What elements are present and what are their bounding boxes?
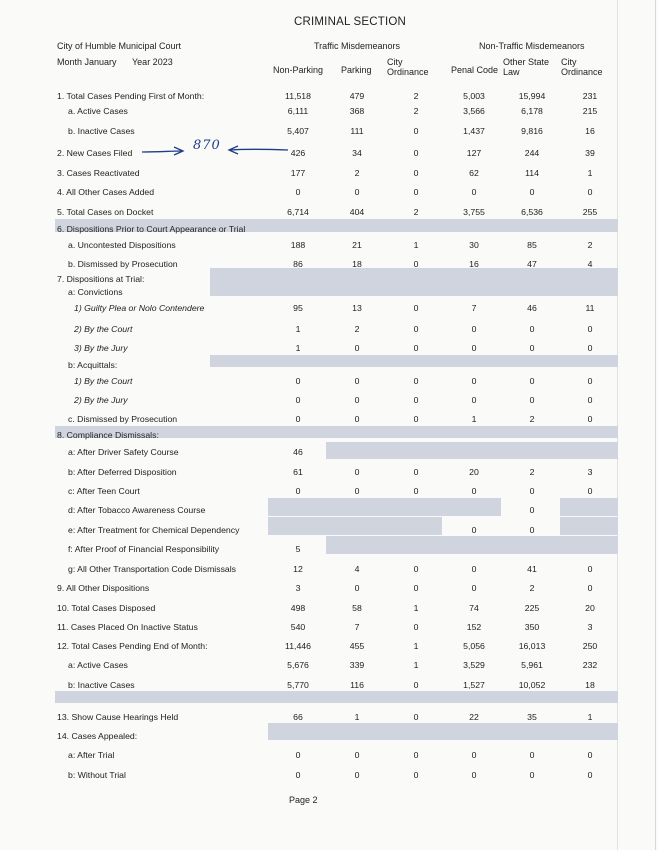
cell-value: 0 — [354, 376, 360, 386]
cell-value: 18 — [352, 259, 362, 269]
cell-value: 46 — [527, 303, 537, 313]
cell-value: 6,111 — [287, 106, 309, 116]
cell-value: 2 — [529, 583, 535, 593]
cell-value: 1 — [413, 660, 419, 670]
cell-value: 11,446 — [285, 641, 311, 651]
cell-value: 0 — [295, 414, 301, 424]
shaded-band — [326, 442, 618, 459]
row-label: d: After Tobacco Awareness Course — [68, 505, 206, 515]
cell-value: 0 — [413, 303, 419, 313]
cell-value: 116 — [350, 680, 364, 690]
row-label: 1) Guilty Plea or Nolo Contendere — [74, 303, 205, 313]
shaded-band — [55, 691, 618, 703]
cell-value: 74 — [469, 603, 479, 613]
cell-value: 455 — [349, 641, 365, 651]
cell-value: 111 — [350, 126, 364, 136]
cell-value: 30 — [469, 240, 479, 250]
cell-value: 20 — [469, 467, 479, 477]
cell-value: 0 — [587, 414, 593, 424]
row-label: 1) By the Court — [74, 376, 133, 386]
cell-value: 1,527 — [463, 680, 485, 690]
cell-value: 215 — [582, 106, 598, 116]
row-label: 14. Cases Appealed: — [57, 731, 138, 741]
cell-value: 22 — [469, 712, 479, 722]
cell-value: 85 — [527, 240, 537, 250]
cell-value: 404 — [349, 207, 365, 217]
cell-value: 2 — [354, 324, 360, 334]
row-label: 7. Dispositions at Trial: — [57, 274, 145, 284]
cell-value: 0 — [587, 324, 593, 334]
cell-value: 0 — [471, 187, 477, 197]
cell-value: 2 — [529, 414, 535, 424]
cell-value: 339 — [349, 660, 365, 670]
cell-value: 0 — [354, 583, 360, 593]
col-header-city-ordinance-2a: City — [561, 57, 577, 67]
cell-value: 0 — [354, 414, 360, 424]
row-label: 2. New Cases Filed — [57, 148, 133, 158]
cell-value: 7 — [354, 622, 360, 632]
cell-value: 0 — [413, 126, 419, 136]
col-header-penal-code: Penal Code — [451, 65, 499, 75]
cell-value: 498 — [290, 603, 306, 613]
row-label: b: Without Trial — [68, 770, 126, 780]
col-header-parking: Parking — [341, 65, 372, 75]
cell-value: 12 — [293, 564, 303, 574]
cell-value: 7 — [471, 303, 477, 313]
row-label: 2) By the Court — [74, 324, 133, 334]
cell-value: 0 — [587, 750, 593, 760]
cell-value: 86 — [293, 259, 303, 269]
shaded-band — [210, 268, 618, 296]
cell-value: 5,407 — [287, 126, 309, 136]
cell-value: 15,994 — [518, 91, 546, 101]
cell-value: 5,676 — [287, 660, 309, 670]
cell-value: 152 — [466, 622, 482, 632]
cell-value: 10,052 — [518, 680, 546, 690]
traffic-group-header: Traffic Misdemeanors — [314, 41, 401, 51]
cell-value: 0 — [471, 750, 477, 760]
shaded-band — [560, 517, 618, 535]
cell-value: 0 — [295, 187, 301, 197]
cell-value: 0 — [471, 583, 477, 593]
cell-value: 0 — [354, 486, 360, 496]
row-label: 8. Compliance Dismissals: — [57, 430, 159, 440]
cell-value: 66 — [293, 712, 303, 722]
cell-value: 16 — [469, 259, 479, 269]
cell-value: 232 — [582, 660, 598, 670]
court-name: City of Humble Municipal Court — [57, 41, 182, 51]
cell-value: 0 — [471, 770, 477, 780]
cell-value: 0 — [413, 583, 419, 593]
cell-value: 95 — [293, 303, 303, 313]
cell-value: 46 — [293, 447, 303, 457]
cell-value: 5,056 — [463, 641, 485, 651]
col-header-other-state-law-b: Law — [503, 67, 520, 77]
cell-value: 0 — [529, 486, 535, 496]
cell-value: 6,714 — [287, 207, 309, 217]
cell-value: 2 — [413, 106, 419, 116]
cell-value: 35 — [527, 712, 537, 722]
cell-value: 0 — [587, 343, 593, 353]
non-traffic-group-header: Non-Traffic Misdemeanors — [479, 41, 585, 51]
cell-value: 13 — [352, 303, 362, 313]
cell-value: 1 — [413, 603, 419, 613]
cell-value: 1,437 — [463, 126, 485, 136]
cell-value: 0 — [587, 564, 593, 574]
cell-value: 62 — [469, 168, 479, 178]
cell-value: 0 — [587, 395, 593, 405]
row-label: c: After Teen Court — [68, 486, 140, 496]
scan-edge-line — [655, 0, 656, 850]
row-label: 11. Cases Placed On Inactive Status — [57, 622, 198, 632]
cell-value: 0 — [471, 395, 477, 405]
cell-value: 231 — [582, 91, 598, 101]
shaded-band — [268, 517, 442, 535]
cell-value: 0 — [587, 770, 593, 780]
cell-value: 3,529 — [463, 660, 485, 670]
cell-value: 0 — [295, 770, 301, 780]
cell-value: 9,816 — [521, 126, 543, 136]
month-label: Month January — [57, 57, 117, 67]
cell-value: 3 — [587, 467, 593, 477]
cell-value: 0 — [587, 486, 593, 496]
row-label: a. Uncontested Dispositions — [68, 240, 176, 250]
cell-value: 0 — [413, 343, 419, 353]
cell-value: 3,755 — [463, 207, 485, 217]
cell-value: 0 — [413, 712, 419, 722]
cell-value: 3 — [587, 622, 593, 632]
cell-value: 0 — [413, 376, 419, 386]
cell-value: 1 — [354, 712, 360, 722]
cell-value: 1 — [413, 641, 419, 651]
cell-value: 2 — [413, 207, 419, 217]
cell-value: 0 — [587, 376, 593, 386]
row-label: a: Active Cases — [68, 660, 128, 670]
cell-value: 0 — [529, 395, 535, 405]
row-label: e: After Treatment for Chemical Dependency — [68, 525, 240, 535]
cell-value: 4 — [587, 259, 593, 269]
cell-value: 0 — [471, 376, 477, 386]
cell-value: 0 — [354, 187, 360, 197]
cell-value: 0 — [529, 770, 535, 780]
cell-value: 0 — [295, 395, 301, 405]
cell-value: 18 — [585, 680, 595, 690]
cell-value: 0 — [413, 467, 419, 477]
cell-value: 0 — [295, 750, 301, 760]
cell-value: 1 — [587, 712, 593, 722]
row-label: f: After Proof of Financial Responsibility — [68, 544, 220, 554]
row-label: a. Active Cases — [68, 106, 128, 116]
cell-value: 0 — [529, 343, 535, 353]
cell-value: 0 — [471, 486, 477, 496]
cell-value: 39 — [585, 148, 595, 158]
cell-value: 5 — [295, 544, 301, 554]
cell-value: 0 — [354, 467, 360, 477]
shaded-band — [210, 355, 618, 367]
page-title: CRIMINAL SECTION — [294, 16, 407, 28]
cell-value: 21 — [352, 240, 362, 250]
cell-value: 16 — [585, 126, 595, 136]
row-label: 1. Total Cases Pending First of Month: — [57, 91, 205, 101]
cell-value: 0 — [413, 622, 419, 632]
cell-value: 0 — [413, 395, 419, 405]
cell-value: 0 — [587, 187, 593, 197]
cell-value: 127 — [466, 148, 482, 158]
cell-value: 0 — [413, 680, 419, 690]
col-header-city-ordinance-1b: Ordinance — [387, 67, 429, 77]
cell-value: 1 — [413, 240, 419, 250]
cell-value: 479 — [349, 91, 365, 101]
cell-value: 0 — [529, 525, 535, 535]
col-header-city-ordinance-2b: Ordinance — [561, 67, 603, 77]
cell-value: 61 — [293, 467, 303, 477]
cell-value: 2 — [354, 168, 360, 178]
cell-value: 244 — [524, 148, 540, 158]
page-number: Page 2 — [289, 795, 318, 805]
cell-value: 0 — [354, 395, 360, 405]
cell-value: 3,566 — [463, 106, 485, 116]
cell-value: 0 — [413, 187, 419, 197]
cell-value: 20 — [585, 603, 595, 613]
cell-value: 5,003 — [463, 91, 485, 101]
handwritten-note: 870 — [193, 138, 221, 153]
cell-value: 0 — [529, 187, 535, 197]
cell-value: 2 — [529, 467, 535, 477]
cell-value: 0 — [413, 168, 419, 178]
row-label: 5. Total Cases on Docket — [57, 207, 154, 217]
cell-value: 16,013 — [518, 641, 546, 651]
shaded-band — [268, 723, 618, 740]
row-label: b: After Deferred Disposition — [68, 467, 177, 477]
cell-value: 0 — [529, 324, 535, 334]
cell-value: 1 — [295, 343, 301, 353]
year-label: Year 2023 — [132, 57, 173, 67]
cell-value: 426 — [290, 148, 306, 158]
cell-value: 368 — [349, 106, 365, 116]
cell-value: 58 — [352, 603, 362, 613]
cell-value: 2 — [587, 240, 593, 250]
cell-value: 0 — [471, 324, 477, 334]
cell-value: 11,518 — [285, 91, 311, 101]
cell-value: 0 — [529, 750, 535, 760]
shaded-band — [560, 498, 618, 516]
cell-value: 34 — [352, 148, 362, 158]
cell-value: 0 — [295, 376, 301, 386]
row-label: 2) By the Jury — [74, 395, 128, 405]
col-header-non-parking: Non-Parking — [273, 65, 324, 75]
row-label: 6. Dispositions Prior to Court Appearance or Trial — [57, 224, 246, 234]
cell-value: 250 — [582, 641, 598, 651]
cell-value: 0 — [471, 343, 477, 353]
row-label: a: After Driver Safety Course — [68, 447, 179, 457]
row-label: 4. All Other Cases Added — [57, 187, 155, 197]
cell-value: 0 — [413, 750, 419, 760]
cell-value: 0 — [529, 505, 535, 515]
row-label: 9. All Other Dispositions — [57, 583, 150, 593]
row-label: 12. Total Cases Pending End of Month: — [57, 641, 208, 651]
row-label: a: Convictions — [68, 287, 123, 297]
col-header-city-ordinance-1a: City — [387, 57, 403, 67]
cell-value: 0 — [587, 583, 593, 593]
row-label: b. Inactive Cases — [68, 126, 135, 136]
cell-value: 350 — [524, 622, 540, 632]
cell-value: 1 — [471, 414, 477, 424]
row-label: b: Acquittals: — [68, 360, 118, 370]
cell-value: 0 — [413, 564, 419, 574]
cell-value: 0 — [354, 770, 360, 780]
cell-value: 225 — [524, 603, 540, 613]
cell-value: 255 — [582, 207, 598, 217]
cell-value: 188 — [290, 240, 306, 250]
row-label: b: Inactive Cases — [68, 680, 135, 690]
cell-value: 0 — [471, 525, 477, 535]
cell-value: 0 — [413, 414, 419, 424]
cell-value: 0 — [471, 564, 477, 574]
cell-value: 0 — [413, 486, 419, 496]
row-label: a: After Trial — [68, 750, 115, 760]
row-label: c. Dismissed by Prosecution — [68, 414, 178, 424]
row-label: 10. Total Cases Disposed — [57, 603, 156, 613]
cell-value: 1 — [295, 324, 301, 334]
cell-value: 540 — [290, 622, 306, 632]
col-header-other-state-law-a: Other State — [503, 57, 550, 67]
cell-value: 0 — [295, 486, 301, 496]
shaded-band — [268, 498, 501, 516]
cell-value: 0 — [413, 770, 419, 780]
cell-value: 0 — [354, 343, 360, 353]
row-label: 13. Show Cause Hearings Held — [57, 712, 179, 722]
cell-value: 11 — [585, 303, 595, 313]
row-label: 3. Cases Reactivated — [57, 168, 140, 178]
cell-value: 3 — [295, 583, 301, 593]
cell-value: 6,178 — [521, 106, 543, 116]
cell-value: 47 — [527, 259, 537, 269]
cell-value: 0 — [354, 750, 360, 760]
cell-value: 5,961 — [521, 660, 543, 670]
cell-value: 1 — [587, 168, 593, 178]
cell-value: 5,770 — [287, 680, 309, 690]
cell-value: 41 — [527, 564, 537, 574]
cell-value: 0 — [529, 376, 535, 386]
row-label: 3) By the Jury — [74, 343, 128, 353]
cell-value: 114 — [525, 168, 539, 178]
cell-value: 0 — [413, 324, 419, 334]
cell-value: 0 — [413, 148, 419, 158]
cell-value: 177 — [290, 168, 306, 178]
shaded-band — [326, 536, 618, 554]
cell-value: 6,536 — [521, 207, 543, 217]
cell-value: 2 — [413, 91, 419, 101]
row-label: g: All Other Transportation Code Dismissals — [68, 564, 237, 574]
cell-value: 4 — [354, 564, 360, 574]
cell-value: 0 — [413, 259, 419, 269]
row-label: b. Dismissed by Prosecution — [68, 259, 178, 269]
